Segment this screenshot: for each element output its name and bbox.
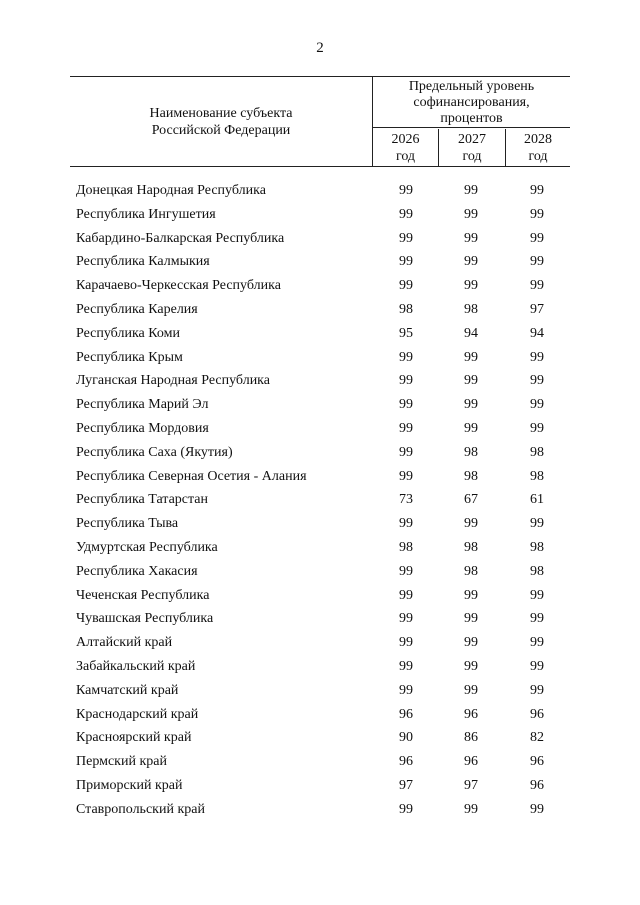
year-unit: год xyxy=(395,148,416,164)
value-2028: 99 xyxy=(530,230,544,246)
region-name: Республика Карелия xyxy=(76,301,198,317)
value-2028: 96 xyxy=(530,777,544,793)
value-2027: 96 xyxy=(464,706,478,722)
region-name: Республика Марий Эл xyxy=(76,397,209,413)
table-row xyxy=(70,274,570,298)
page-number: 2 xyxy=(316,40,324,56)
table-row xyxy=(70,655,570,679)
table-row xyxy=(70,298,570,322)
value-2028: 98 xyxy=(530,539,544,555)
value-2028: 99 xyxy=(530,278,544,294)
region-name: Республика Крым xyxy=(76,349,183,365)
value-2027: 99 xyxy=(464,230,478,246)
value-2027: 99 xyxy=(464,206,478,222)
value-2027: 99 xyxy=(464,349,478,365)
table-row xyxy=(70,369,570,393)
value-2028: 99 xyxy=(530,682,544,698)
region-name: Республика Коми xyxy=(76,325,180,341)
value-2028: 98 xyxy=(530,563,544,579)
value-2027: 86 xyxy=(464,730,478,746)
value-2026: 99 xyxy=(399,801,413,817)
region-name: Республика Саха (Якутия) xyxy=(76,444,233,460)
value-2026: 99 xyxy=(399,682,413,698)
value-2027: 99 xyxy=(464,183,478,198)
value-2026: 99 xyxy=(399,373,413,389)
value-2027: 99 xyxy=(464,658,478,674)
value-2028: 96 xyxy=(530,754,544,770)
table-row xyxy=(70,417,570,441)
value-2026: 90 xyxy=(399,730,413,746)
value-2026: 99 xyxy=(399,206,413,222)
value-2026: 97 xyxy=(399,777,413,793)
region-name: Чувашская Республика xyxy=(76,611,214,627)
value-2028: 99 xyxy=(530,635,544,651)
table-row xyxy=(70,560,570,584)
region-column-header-line1: Наименование субъекта xyxy=(149,105,293,121)
table-row xyxy=(70,798,570,822)
value-2026: 99 xyxy=(399,635,413,651)
region-name: Пермский край xyxy=(76,754,167,770)
table-header xyxy=(70,76,570,167)
table-row xyxy=(70,346,570,370)
year-label: 2028 xyxy=(524,131,552,147)
year-header-2028 xyxy=(506,129,570,166)
cofinancing-level-header xyxy=(373,77,570,128)
value-2028: 99 xyxy=(530,801,544,817)
table-row xyxy=(70,679,570,703)
region-column-header xyxy=(70,77,373,166)
value-2027: 94 xyxy=(464,325,478,341)
value-2027: 97 xyxy=(464,777,478,793)
value-2026: 73 xyxy=(399,492,413,508)
region-name: Ставропольский край xyxy=(76,801,205,817)
year-header-2026 xyxy=(373,129,439,166)
table-row xyxy=(70,750,570,774)
value-2026: 99 xyxy=(399,468,413,484)
value-2027: 99 xyxy=(464,682,478,698)
value-2026: 99 xyxy=(399,444,413,460)
value-2028: 99 xyxy=(530,516,544,532)
value-2026: 99 xyxy=(399,420,413,436)
value-2028: 99 xyxy=(530,206,544,222)
table-row xyxy=(70,465,570,489)
year-label: 2027 xyxy=(458,131,486,147)
value-2028: 99 xyxy=(530,349,544,365)
table-row xyxy=(70,203,570,227)
value-2028: 99 xyxy=(530,254,544,270)
cofinancing-level-header-line3: процентов xyxy=(440,111,503,126)
value-2026: 99 xyxy=(399,230,413,246)
value-2026: 95 xyxy=(399,325,413,341)
table-row xyxy=(70,726,570,750)
region-name: Приморский край xyxy=(76,777,183,793)
value-2026: 98 xyxy=(399,301,413,317)
cofinancing-level-header-line1: Предельный уровень xyxy=(408,79,535,94)
table-row xyxy=(70,631,570,655)
value-2027: 98 xyxy=(464,563,478,579)
region-name: Забайкальский край xyxy=(76,658,196,674)
region-name: Донецкая Народная Республика xyxy=(76,183,266,198)
value-2027: 99 xyxy=(464,516,478,532)
region-name: Республика Северная Осетия - Алания xyxy=(76,468,307,484)
value-2026: 99 xyxy=(399,516,413,532)
value-2027: 99 xyxy=(464,278,478,294)
year-unit: год xyxy=(528,148,548,164)
region-name: Республика Калмыкия xyxy=(76,254,210,270)
value-2027: 99 xyxy=(464,587,478,603)
value-2027: 98 xyxy=(464,444,478,460)
value-2028: 99 xyxy=(530,397,544,413)
value-2026: 99 xyxy=(399,278,413,294)
value-2027: 67 xyxy=(464,492,478,508)
value-2026: 99 xyxy=(399,397,413,413)
value-2028: 99 xyxy=(530,373,544,389)
region-name: Камчатский край xyxy=(76,682,179,698)
table-row xyxy=(70,322,570,346)
cofinancing-level-header-line2: софинансирования, xyxy=(413,95,530,110)
table-row xyxy=(70,250,570,274)
value-2026: 96 xyxy=(399,706,413,722)
value-2026: 99 xyxy=(399,183,413,198)
table-row xyxy=(70,179,570,203)
region-name: Республика Мордовия xyxy=(76,420,209,436)
value-2027: 99 xyxy=(464,254,478,270)
region-name: Луганская Народная Республика xyxy=(76,373,270,389)
value-2028: 99 xyxy=(530,183,544,198)
value-2027: 98 xyxy=(464,468,478,484)
value-2027: 99 xyxy=(464,397,478,413)
region-name: Краснодарский край xyxy=(76,706,199,722)
region-name: Красноярский край xyxy=(76,730,192,746)
value-2026: 99 xyxy=(399,611,413,627)
region-name: Чеченская Республика xyxy=(76,587,210,603)
year-header-2027 xyxy=(439,129,506,166)
value-2027: 99 xyxy=(464,373,478,389)
table-row xyxy=(70,393,570,417)
value-2028: 61 xyxy=(530,492,544,508)
value-2026: 99 xyxy=(399,563,413,579)
region-name: Республика Ингушетия xyxy=(76,206,216,222)
value-2026: 99 xyxy=(399,254,413,270)
region-name: Кабардино-Балкарская Республика xyxy=(76,230,285,246)
table-row xyxy=(70,703,570,727)
table-row xyxy=(70,584,570,608)
region-column-header-line2: Российской Федерации xyxy=(151,122,291,138)
table-row xyxy=(70,774,570,798)
value-2027: 98 xyxy=(464,301,478,317)
value-2028: 94 xyxy=(530,325,544,341)
value-2027: 99 xyxy=(464,420,478,436)
value-2027: 99 xyxy=(464,635,478,651)
year-unit: год xyxy=(462,148,482,164)
region-name: Алтайский край xyxy=(76,635,173,651)
table-row xyxy=(70,488,570,512)
region-name: Республика Татарстан xyxy=(76,492,209,508)
table-row xyxy=(70,607,570,631)
value-2028: 99 xyxy=(530,658,544,674)
value-2028: 97 xyxy=(530,301,544,317)
value-2028: 99 xyxy=(530,420,544,436)
value-2028: 82 xyxy=(530,730,544,746)
value-2027: 99 xyxy=(464,801,478,817)
region-name: Карачаево-Черкесская Республика xyxy=(76,278,281,294)
value-2026: 98 xyxy=(399,539,413,555)
region-name: Республика Тыва xyxy=(76,516,179,532)
value-2026: 99 xyxy=(399,349,413,365)
value-2027: 98 xyxy=(464,539,478,555)
table-row xyxy=(70,536,570,560)
region-name: Удмуртская Республика xyxy=(76,539,218,555)
year-label: 2026 xyxy=(391,131,420,147)
value-2026: 99 xyxy=(399,658,413,674)
region-name: Республика Хакасия xyxy=(76,563,198,579)
table-row xyxy=(70,512,570,536)
value-2028: 98 xyxy=(530,444,544,460)
table-body xyxy=(70,179,570,822)
value-2026: 99 xyxy=(399,587,413,603)
table-row xyxy=(70,441,570,465)
value-2028: 96 xyxy=(530,706,544,722)
value-2028: 98 xyxy=(530,468,544,484)
value-2027: 96 xyxy=(464,754,478,770)
value-2027: 99 xyxy=(464,611,478,627)
value-2028: 99 xyxy=(530,611,544,627)
value-2028: 99 xyxy=(530,587,544,603)
value-2026: 96 xyxy=(399,754,413,770)
table-row xyxy=(70,227,570,251)
